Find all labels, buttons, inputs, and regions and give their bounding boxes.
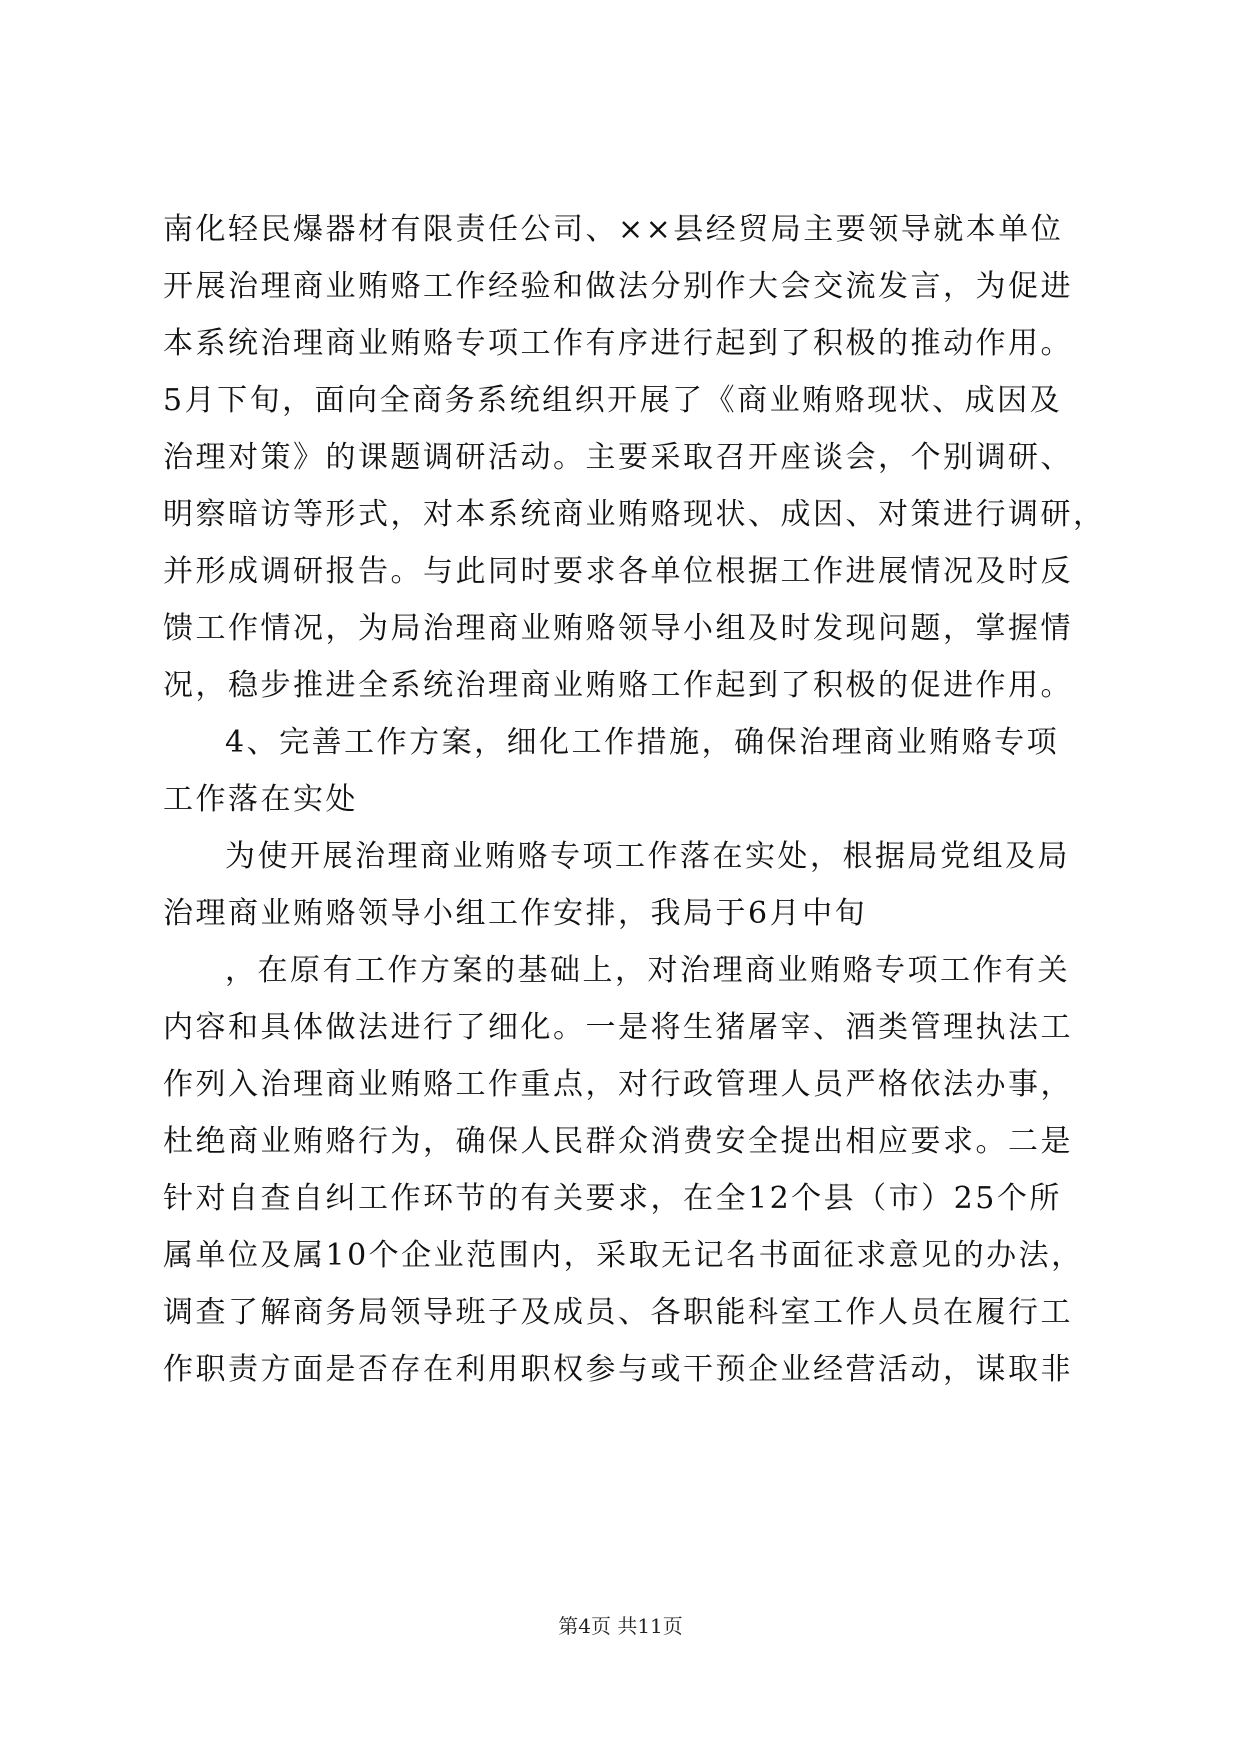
body-text-line: 5月下旬，面向全商务系统组织开展了《商业贿赂现状、成因及 xyxy=(163,383,1063,418)
page-footer: 第4页 共11页 xyxy=(558,1614,683,1638)
section-heading-line: 工作落在实处 xyxy=(163,782,358,817)
body-text-line: 杜绝商业贿赂行为，确保人民群众消费安全提出相应要求。二是 xyxy=(163,1124,1073,1159)
section-heading-line: 4、完善工作方案，细化工作措施，确保治理商业贿赂专项 xyxy=(225,725,1060,760)
body-text-line: 内容和具体做法进行了细化。一是将生猪屠宰、酒类管理执法工 xyxy=(163,1010,1073,1045)
body-text-line: 况，稳步推进全系统治理商业贿赂工作起到了积极的促进作用。 xyxy=(163,668,1073,703)
body-text-line: 本系统治理商业贿赂专项工作有序进行起到了积极的推动作用。 xyxy=(163,326,1073,361)
body-text-line: 开展治理商业贿赂工作经验和做法分别作大会交流发言，为促进 xyxy=(163,269,1073,304)
body-text-line: 治理对策》的课题调研活动。主要采取召开座谈会，个别调研、 xyxy=(163,440,1073,475)
body-text-line: 明察暗访等形式，对本系统商业贿赂现状、成因、对策进行调研， xyxy=(163,497,1106,532)
body-text-line: 作列入治理商业贿赂工作重点，对行政管理人员严格依法办事， xyxy=(163,1067,1073,1102)
body-text-line: 针对自查自纠工作环节的有关要求，在全12个县（市）25个所 xyxy=(163,1181,1062,1216)
body-text-line: ，在原有工作方案的基础上，对治理商业贿赂专项工作有关 xyxy=(225,953,1070,988)
body-text-line: 为使开展治理商业贿赂专项工作落在实处，根据局党组及局 xyxy=(225,839,1070,874)
body-text-line: 治理商业贿赂领导小组工作安排，我局于6月中旬 xyxy=(163,896,868,931)
body-text-line: 作职责方面是否存在利用职权参与或干预企业经营活动，谋取非 xyxy=(163,1352,1073,1387)
body-text-line: 调查了解商务局领导班子及成员、各职能科室工作人员在履行工 xyxy=(163,1295,1073,1330)
body-text-line: 属单位及属10个企业范围内，采取无记名书面征求意见的办法， xyxy=(163,1238,1084,1273)
body-text-line: 馈工作情况，为局治理商业贿赂领导小组及时发现问题，掌握情 xyxy=(163,611,1073,646)
body-text-line: 南化轻民爆器材有限责任公司、××县经贸局主要领导就本单位 xyxy=(163,212,1064,247)
body-text-line: 并形成调研报告。与此同时要求各单位根据工作进展情况及时反 xyxy=(163,554,1073,589)
